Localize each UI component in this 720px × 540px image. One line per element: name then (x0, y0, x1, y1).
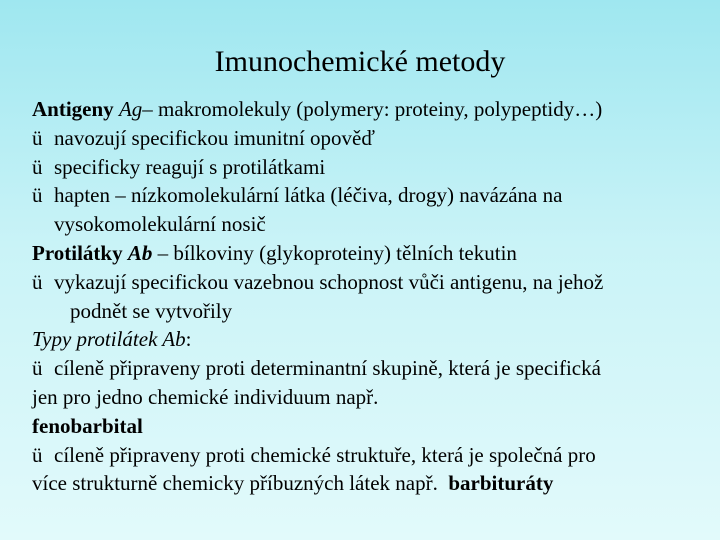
typy-heading (32, 325, 702, 354)
typ-1-line1: cíleně připraveny proti determinantní skupině, která je specifická (54, 356, 601, 381)
typ-2-line2: více strukturně chemicky příbuzných látek např. (32, 471, 438, 496)
list-item (32, 268, 702, 297)
checkmark-icon: ü (32, 154, 43, 179)
ag-bullet-2: specificky reagují s protilátkami (54, 154, 326, 179)
list-item (32, 354, 702, 383)
checkmark-icon: ü (32, 356, 43, 381)
checkmark-icon: ü (32, 183, 43, 208)
typ-2-line2-wrap (32, 469, 702, 498)
protilatky-abbr: Ab (127, 240, 153, 265)
antigeny-def: – makromolekuly (polymery: proteiny, polypeptidy…) (142, 97, 603, 121)
antigeny-abbr: Ag (118, 97, 143, 121)
ag-bullet-3-line1: hapten – nízkomolekulární látka (léčiva, drogy) navázána na (54, 183, 563, 208)
list-item (32, 181, 702, 210)
ag-bullet-1: navozují specifickou imunitní opověď (54, 125, 375, 150)
typy-heading-text: Typy protilátek Ab (32, 327, 186, 352)
ab-bullet-1-line1: vykazují specifickou vazebnou schopnost vůči antigenu, na jehož (54, 269, 604, 294)
typ-1-example: fenobarbital (32, 413, 143, 438)
typy-colon: : (185, 327, 192, 352)
protilatky-definition (32, 239, 702, 268)
antigeny-term: Antigeny (32, 97, 114, 121)
ab-bullet-1-line2: podnět se vytvořily (70, 298, 233, 323)
protilatky-def: – bílkoviny (glykoproteiny) tělních tekutin (157, 240, 517, 265)
checkmark-icon: ü (32, 125, 43, 150)
list-item (32, 124, 702, 153)
slide-body (32, 95, 702, 498)
list-item (32, 441, 702, 470)
protilatky-term: Protilátky (32, 240, 123, 265)
typ-2-line1: cíleně připraveny proti chemické struktuře, která je společná pro (54, 442, 596, 467)
slide-title: Imunochemické metody (214, 45, 506, 78)
antigeny-definition (32, 95, 702, 124)
list-item (32, 153, 702, 182)
typ-2-example: barbituráty (448, 471, 554, 496)
typ-1-line2: jen pro jedno chemické individuum např. (32, 384, 379, 409)
ag-bullet-3-line2: vysokomolekulární nosič (54, 212, 266, 237)
checkmark-icon: ü (32, 442, 43, 467)
checkmark-icon: ü (32, 269, 43, 294)
